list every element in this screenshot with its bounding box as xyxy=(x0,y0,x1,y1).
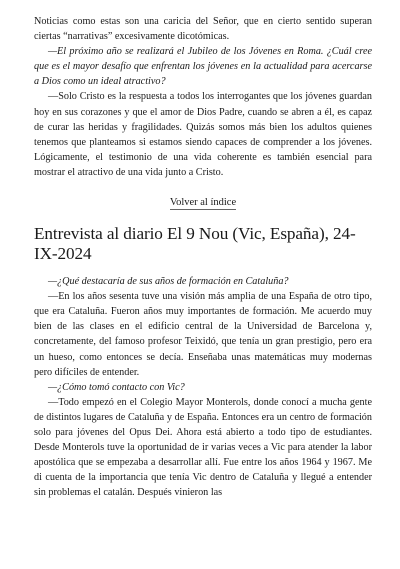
back-to-index-link[interactable]: Volver al índice xyxy=(169,197,237,209)
interview-answer-2: —Todo empezó en el Colegio Mayor Monterols, donde conocí a mucha gente de distintos lugares de Cataluña y de España. Entonces era un centro de formación solo para jóvenes del Opus Dei. Ahora está abierto a todo tipo de estudiantes. Desde Monterols tuve la oportunidad de ir varias veces a Vic para atender la labor apostólica que se empezaba a desarrollar allí. Fue entre los años 1964 y 1967. Me di cuenta de la importancia que tenía Vic dentro de Cataluña y llegué a entender sin problemas el catalán. Después vinieron las xyxy=(34,396,372,499)
intro-answer: —Solo Cristo es la respuesta a todos los interrogantes que los jóvenes guardan hoy en sus corazones y que el amor de Dios Padre, cuando se abren a él, es capaz de curar las heridas y fragilidades. Quizás somos más bien los adultos quienes tenemos que planteamos si estamos siendo capaces de comprender a los jóvenes. Lógicamente, el testimonio de una vida coherente es también esencial para mostrar el atractivo de una vida junto a Cristo. xyxy=(34,91,372,178)
document-page xyxy=(34,14,372,500)
intro-paragraph: Noticias como estas son una caricia del Señor, que en cierto sentido superan ciertas “narrativas” excesivamente dicotómicas. xyxy=(34,16,372,43)
intro-question: —El próximo año se realizará el Jubileo de los Jóvenes en Roma. ¿Cuál cree que es el mayor desafío que enfrentan los jóvenes en la actualidad para acercarse a Dios como un ideal atractivo? xyxy=(34,46,372,88)
back-link-container xyxy=(34,196,372,210)
interview-question-1: —¿Qué destacaría de sus años de formación en Cataluña? xyxy=(48,276,289,288)
interview-question-2: —¿Cómo tomó contacto con Vic? xyxy=(48,381,185,393)
interview-answer-1: —En los años sesenta tuve una visión más amplia de una España de otro tipo, que era Cataluña. Fueron años muy importantes de formación. Me acuerdo muy bien de las clases en el edificio central de la Universidad de Barcelona y, concretamente, del famoso profesor Teixidó, que tenía un gran prestigio, pero era un hueso, como entonces se decía. Enseñaba unas matemáticas muy modernas pero difíciles de entender. xyxy=(34,291,372,378)
interview-title: Entrevista al diario El 9 Nou (Vic, España), 24-IX-2024 xyxy=(34,224,356,264)
